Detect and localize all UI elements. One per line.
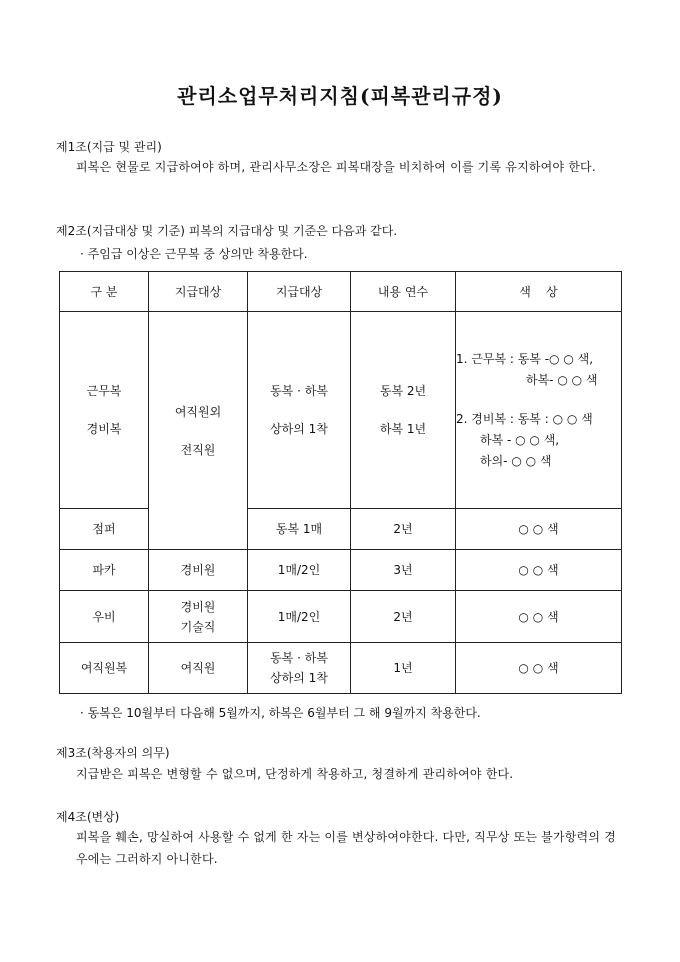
article4-heading: 제4조(변상) <box>56 810 120 824</box>
table-row <box>60 312 622 509</box>
cell-item: 1매/2인 <box>248 591 351 643</box>
table-row <box>60 591 622 643</box>
article3-body: 지급받은 피복은 변형할 수 없으며, 단정하게 착용하고, 청결하게 관리하여야 한다. <box>76 767 514 781</box>
article3-heading: 제3조(착용자의 의무) <box>56 746 170 760</box>
uniform-table <box>59 271 622 694</box>
cell-years: 2년 <box>351 591 456 643</box>
header-color: 색 상 <box>456 272 622 312</box>
cell-color: ○ ○ 색 <box>456 591 622 643</box>
cell-color: ○ ○ 색 <box>456 550 622 591</box>
table-header-row <box>60 272 622 312</box>
cell-years: 1년 <box>351 643 456 694</box>
cell-category: 우비 <box>60 591 149 643</box>
document-title: 관리소업무처리지침(피복관리규정) <box>177 84 503 108</box>
cell-years: 동복 2년 하복 1년 <box>351 312 456 509</box>
cell-target: 여직원 <box>149 643 248 694</box>
article1-body: 피복은 현물로 지급하여야 하며, 관리사무소장은 피복대장을 비치하여 이를 기록 유지하여야 한다. <box>76 160 596 174</box>
cell-color: ○ ○ 색 <box>456 643 622 694</box>
header-years: 내용 연수 <box>351 272 456 312</box>
cell-item: 동복 1매 <box>248 509 351 550</box>
cell-item: 1매/2인 <box>248 550 351 591</box>
cell-target: 경비원 <box>149 550 248 591</box>
cell-target: 여직원외 전직원 <box>149 312 248 550</box>
table-row <box>60 550 622 591</box>
article4-body: 피복을 훼손, 망실하여 사용할 수 없게 한 자는 이를 변상하여야한다. 다만, 직무상 또는 불가항력의 경우에는 그러하지 아니한다. <box>76 830 616 866</box>
cell-years: 3년 <box>351 550 456 591</box>
cell-color: 1. 근무복 : 동복 -○ ○ 색, 하복- ○ ○ 색 2. 경비복 : 동복 : ○ ○ 색 하복 - ○ ○ 색, 하의- ○ ○ 색 <box>456 312 622 509</box>
header-item: 지급대상 <box>248 272 351 312</box>
article2-heading: 제2조(지급대상 및 기준) 피복의 지급대상 및 기준은 다음과 같다. <box>56 224 398 238</box>
header-target: 지급대상 <box>149 272 248 312</box>
cell-item: 동복 · 하복 상하의 1착 <box>248 312 351 509</box>
header-category: 구 분 <box>60 272 149 312</box>
table-row <box>60 643 622 694</box>
table-note: · 동복은 10월부터 다음해 5월까지, 하복은 6월부터 그 해 9월까지 착용한다. <box>80 706 481 720</box>
article2-note: · 주임급 이상은 근무복 중 상의만 착용한다. <box>80 247 308 261</box>
cell-category: 여직원복 <box>60 643 149 694</box>
cell-category: 파카 <box>60 550 149 591</box>
article1-heading: 제1조(지급 및 관리) <box>56 140 162 154</box>
cell-color: ○ ○ 색 <box>456 509 622 550</box>
cell-category: 점퍼 <box>60 509 149 550</box>
table-row <box>60 509 622 550</box>
cell-years: 2년 <box>351 509 456 550</box>
cell-category: 근무복 경비복 <box>60 312 149 509</box>
cell-item: 동복 · 하복 상하의 1착 <box>248 643 351 694</box>
cell-target: 경비원 기술직 <box>149 591 248 643</box>
